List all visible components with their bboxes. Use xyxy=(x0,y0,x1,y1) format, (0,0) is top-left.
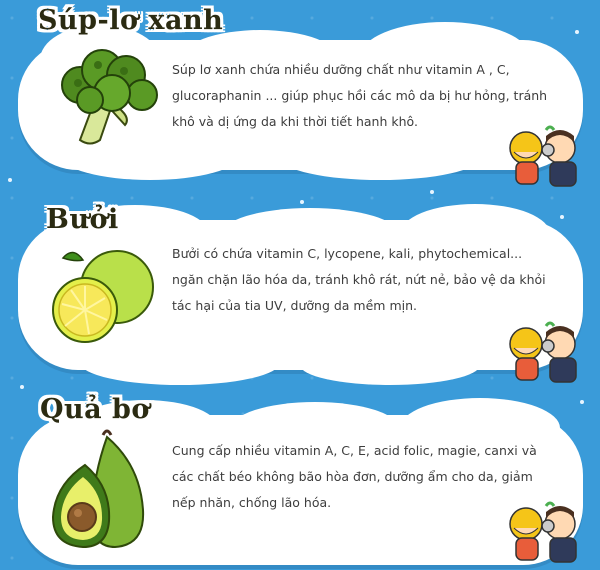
section-title: Bưởi xyxy=(46,204,119,235)
section-description: Súp lơ xanh chứa nhiều dưỡng chất như vitamin A , C, glucoraphanin ... giúp phục hồi các mô da bị hư hỏng, tránh khô và dị ứng da khi thời tiết hanh khô. xyxy=(172,62,548,129)
section-description: Bưởi có chứa vitamin C, lycopene, kali, phytochemical... ngăn chặn lão hóa da, tránh khô rát, nứt nẻ, bảo vệ da khỏi tác hại của tia UV, dưỡng da mềm mịn. xyxy=(172,246,546,313)
pomelo-icon xyxy=(45,242,165,352)
section-title: Quả bơ xyxy=(40,394,150,425)
section-avocado xyxy=(0,390,600,570)
snow-dot xyxy=(430,190,434,194)
cartoon-kids-icon xyxy=(504,122,594,190)
cartoon-kids-icon xyxy=(504,318,594,386)
section-title: Súp-lơ xanh xyxy=(38,5,224,36)
section-broccoli xyxy=(0,0,600,185)
snow-dot xyxy=(20,385,24,389)
section-description: Cung cấp nhiều vitamin A, C, E, acid folic, magie, canxi và các chất béo không bão hòa đơn, dưỡng ẩm cho da, giảm nếp nhăn, chống lão hóa. xyxy=(172,443,537,510)
cartoon-kids-icon xyxy=(504,498,594,566)
avocado-icon xyxy=(45,425,160,555)
section-pomelo xyxy=(0,200,600,385)
broccoli-icon xyxy=(50,45,160,150)
